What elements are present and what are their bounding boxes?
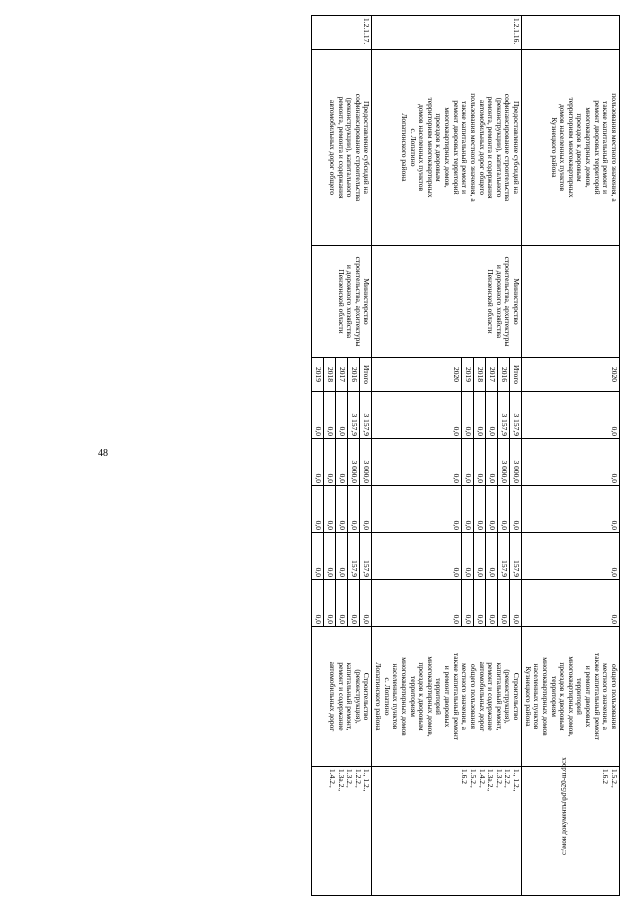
value-cell: 0,0 [462, 439, 474, 486]
value-cell: 157,9 [510, 533, 522, 580]
executor-cell: Министерство строительства, архитектуры и дорожного хозяйства Пензенской области [312, 246, 372, 358]
year-cell: 2017 [486, 358, 498, 392]
year-cell: 2017 [336, 358, 348, 392]
file-path-footer: c:\мои документы\pd\520-ш.docx [560, 757, 568, 855]
value-cell: 0,0 [372, 392, 462, 439]
value-cell: 0,0 [336, 533, 348, 580]
value-cell: 0,0 [312, 580, 324, 627]
year-cell: 2019 [462, 358, 474, 392]
value-cell: 3 000,0 [360, 439, 372, 486]
page-number: 48 [98, 448, 108, 459]
goal-cell: Строительство (реконструкция), капитальный ремонт, ремонт и содержание автомобильных дорог общего пользования местного значения, а также капитальный ремонт и ремонт дворовых территорий многоквартирных домов, проездов к дворовым территориям многоквартирных домов населенных пунктов с. Лопатино Лопатинского района [372, 627, 522, 767]
value-cell: 0,0 [462, 533, 474, 580]
value-cell: 0,0 [324, 486, 336, 533]
indicators-cell: 1., 1.2., 1.2.2., 1.3.2., 1.3а.2., 1.4.2., [312, 767, 372, 896]
value-cell: 0,0 [498, 486, 510, 533]
value-cell: 0,0 [372, 580, 462, 627]
year-cell: 2019 [312, 358, 324, 392]
value-cell: 3 000,0 [498, 439, 510, 486]
year-cell: 2020 [522, 358, 620, 392]
value-cell: 0,0 [372, 486, 462, 533]
value-cell: 0,0 [486, 439, 498, 486]
value-cell: 0,0 [372, 533, 462, 580]
value-cell: 0,0 [372, 439, 462, 486]
year-cell: 2020 [372, 358, 462, 392]
value-cell: 0,0 [474, 392, 486, 439]
value-cell: 0,0 [336, 486, 348, 533]
value-cell: 0,0 [474, 486, 486, 533]
measure-description: Предоставление субсидий на софинансирование строительства (реконструкции), капитального ремонта, ремонта и содержания автомобильных дорог общего пользования местного значения, а также капитальный ремонт и ремонт дворовых территорий многоквартирных домов, проездов к дворовым территориям многоквартирных домов населенных пунктов с. Лопатино Лопатинского района [372, 50, 522, 246]
value-cell: 0,0 [360, 580, 372, 627]
number-cell [522, 16, 620, 50]
value-cell: 0,0 [486, 533, 498, 580]
value-cell: 157,9 [498, 533, 510, 580]
value-cell: 0,0 [486, 486, 498, 533]
value-cell: 0,0 [522, 533, 620, 580]
value-cell: 0,0 [360, 486, 372, 533]
value-cell: 0,0 [522, 580, 620, 627]
table-row [360, 16, 372, 896]
value-cell: 0,0 [486, 580, 498, 627]
value-cell: 3 157,9 [498, 392, 510, 439]
value-cell: 3 157,9 [510, 392, 522, 439]
goal-cell: Строительство (реконструкция), капитальный ремонт, ремонт и содержание автомобильных дорог [312, 627, 372, 767]
executor-cell: Министерство строительства, архитектуры и дорожного хозяйства Пензенской области [372, 246, 522, 358]
program-table [312, 15, 621, 896]
indicators-cell: 1., 1.2., 1.2.2., 1.3.2., 1.3а.2., 1.4.2., 1.5.2., 1.6.2 [372, 767, 522, 896]
value-cell: 0,0 [312, 392, 324, 439]
item-number: 1.2.1.16. [372, 16, 522, 50]
value-cell: 0,0 [312, 486, 324, 533]
value-cell: 0,0 [324, 392, 336, 439]
year-cell: 2016 [348, 358, 360, 392]
program-table-sheet [80, 15, 620, 895]
value-cell: 0,0 [324, 580, 336, 627]
value-cell: 3 000,0 [510, 439, 522, 486]
value-cell: 0,0 [462, 486, 474, 533]
value-cell: 0,0 [474, 533, 486, 580]
year-cell: 2018 [474, 358, 486, 392]
value-cell: 0,0 [522, 486, 620, 533]
value-cell: 3 157,9 [348, 392, 360, 439]
continuation-row [522, 16, 620, 896]
indicators-cell: 1.5.2., 1.6.2 [522, 767, 620, 896]
value-cell: 3 000,0 [348, 439, 360, 486]
value-cell: 0,0 [474, 439, 486, 486]
value-cell: 0,0 [510, 580, 522, 627]
value-cell: 0,0 [348, 486, 360, 533]
year-cell: Итого [510, 358, 522, 392]
value-cell: 0,0 [348, 580, 360, 627]
year-cell: Итого [360, 358, 372, 392]
value-cell: 0,0 [522, 439, 620, 486]
measure-description: пользования местного значения, а также капитальный ремонт и ремонт дворовых территорий многоквартирных домов, проездов к дворовым территориям многоквартирных домов населенных пунктов Кузнецкого района [522, 50, 620, 246]
value-cell: 0,0 [312, 533, 324, 580]
value-cell: 0,0 [336, 580, 348, 627]
value-cell: 0,0 [324, 439, 336, 486]
value-cell: 0,0 [462, 392, 474, 439]
value-cell: 0,0 [498, 580, 510, 627]
executor-cell [522, 246, 620, 358]
value-cell: 0,0 [510, 486, 522, 533]
value-cell: 0,0 [462, 580, 474, 627]
value-cell: 0,0 [336, 392, 348, 439]
measure-description: Предоставление субсидий на софинансирование строительства (реконструкции), капитального ремонта, ремонта и содержания автомобильных дорог общего [312, 50, 372, 246]
table-row [510, 16, 522, 896]
value-cell: 0,0 [474, 580, 486, 627]
year-cell: 2018 [324, 358, 336, 392]
value-cell: 0,0 [486, 392, 498, 439]
item-number: 1.2.1.17. [312, 16, 372, 50]
year-cell: 2016 [498, 358, 510, 392]
goal-cell: общего пользования местного значения, а также капитальный ремонт и ремонт дворовых территорий многоквартирных домов, проездов к дворовым территориям многоквартирных домов населенных пунктов Кузнецкого района [522, 627, 620, 767]
value-cell: 0,0 [324, 533, 336, 580]
value-cell: 0,0 [522, 392, 620, 439]
value-cell: 157,9 [360, 533, 372, 580]
value-cell: 0,0 [336, 439, 348, 486]
value-cell: 3 157,9 [360, 392, 372, 439]
value-cell: 0,0 [312, 439, 324, 486]
value-cell: 157,9 [348, 533, 360, 580]
